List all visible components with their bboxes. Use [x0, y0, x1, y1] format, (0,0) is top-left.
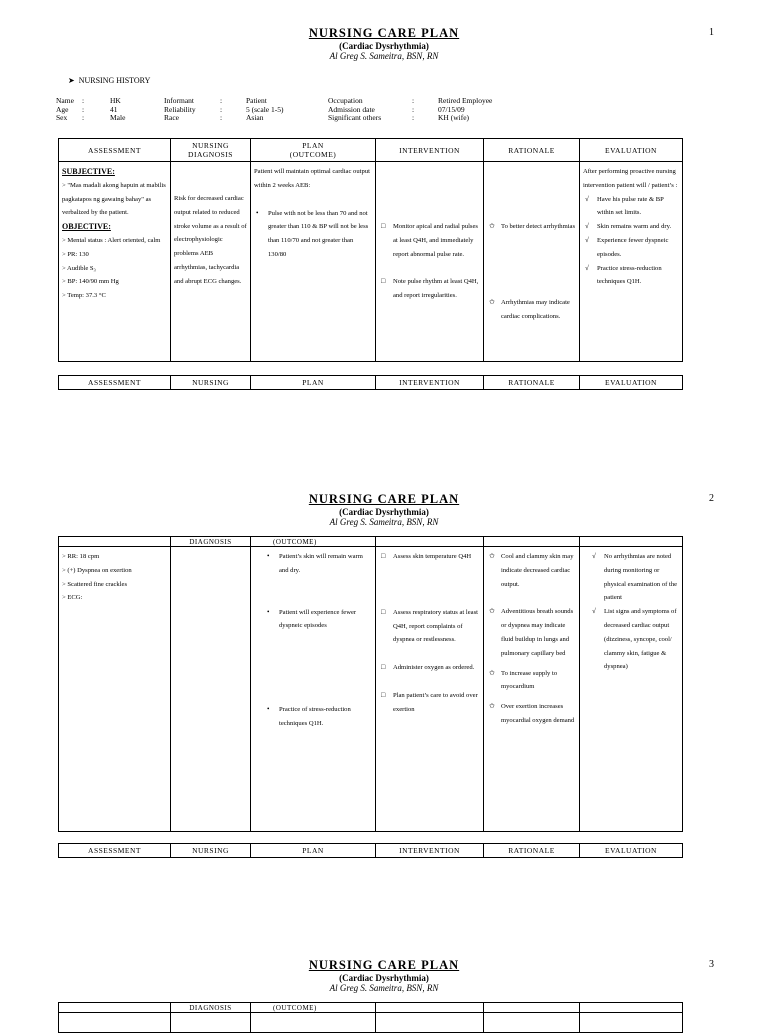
document-author: Al Greg S. Sameitra, BSN, RN [329, 983, 439, 993]
bullet-icon: • [256, 208, 259, 217]
rationale-item: ✩ Over exertion increases myocardial oxygen demand [489, 702, 575, 724]
document-author: Al Greg S. Sameitra, BSN, RN [329, 517, 439, 527]
check-icon: √ [585, 222, 589, 231]
info-label: Age [56, 104, 69, 114]
evaluation-item: √ Have his pulse rate & BP within set limits. [585, 194, 664, 217]
bullet-icon: • [267, 705, 270, 714]
evaluation-item: √ Skin remains warm and dry. [583, 220, 679, 234]
col-rationale: RATIONALE [484, 844, 580, 858]
assessment-item: > RR: 18 cpm [62, 553, 100, 560]
info-row: Sex : Male Race : Asian Significant others : KH (wife) [56, 113, 470, 123]
checkbox-icon: □ [381, 663, 386, 672]
info-value: Male [110, 113, 126, 123]
page-number: 2 [709, 493, 714, 504]
document-title: NURSING CARE PLAN [308, 492, 460, 506]
plan-item: • Pulse with not be less than 70 and not greater than 110 & BP will not be less than 110/70 and not greater than 130/80 [256, 208, 369, 258]
subjective-heading: SUBJECTIVE: [62, 167, 115, 176]
col-plan: PLAN [251, 844, 376, 858]
checkbox-icon: □ [381, 690, 386, 699]
col-rationale: RATIONALE [484, 376, 580, 390]
page-number: 3 [709, 959, 714, 970]
objective-item: > BP: 140/90 mm Hg [62, 278, 119, 286]
info-label: Admission date [328, 104, 375, 114]
info-label: Sex [56, 113, 68, 123]
objective-heading: OBJECTIVE: [62, 222, 111, 232]
evaluation-item: √ List signs and symptoms of decreased cardiac output (dizziness, syncope, cool/ clammy skin, fatigue & dyspnea) [592, 607, 677, 671]
info-value: 07/15/09 [438, 104, 465, 114]
bullet-icon: • [267, 552, 270, 560]
document-subtitle: (Cardiac Dysrhythmia) [339, 973, 429, 983]
objective-item: > Temp: 37.3 °C [62, 292, 106, 300]
col-nursing-diagnosis: NURSING DIAGNOSIS [171, 139, 251, 162]
checkbox-icon: □ [381, 277, 386, 286]
evaluation-item: √ Practice stress-reduction techniques Q1H. [585, 263, 662, 286]
rationale-item: ✩ Adventitious breath sounds or dyspnea may indicate fluid buildup in lungs and pulmonary capillary bed [489, 607, 574, 657]
col-intervention: INTERVENTION [376, 844, 484, 858]
info-value: HK [110, 96, 121, 105]
rationale-item: ✩ Cool and clammy skin may indicate decreased cardiac output. [489, 552, 574, 588]
col-plan-outcome: PLAN (OUTCOME) [251, 139, 376, 162]
col-evaluation: EVALUATION [580, 844, 683, 858]
table-header-row [59, 1003, 683, 1013]
info-value: 5 (scale 1-5) [246, 104, 284, 114]
star-icon: ✩ [489, 668, 495, 677]
rationale-item: ✩ To increase supply to myocardium [489, 668, 558, 691]
intervention-item: □ Administer oxygen as ordered. [379, 661, 480, 675]
intervention-item: □ Monitor apical and radial pulses at least Q4H, and immediately report abnormal pulse rate. [381, 222, 478, 258]
info-value: Retired Employee [438, 96, 493, 105]
col-diagnosis: DIAGNOSIS [171, 1003, 251, 1013]
diagnosis-text: Risk for decreased cardiac output related to reduced stroke volume as a result of electrophysiologic problems AEB arrhythmias, tachycardia and abrupt ECG changes. [174, 195, 247, 285]
table-row [59, 1013, 683, 1033]
col-assessment: ASSESSMENT [59, 376, 171, 390]
info-label: Name [56, 96, 74, 105]
check-icon: √ [592, 607, 596, 616]
assessment-item: > ECG: [62, 594, 83, 602]
care-plan-table-continued [58, 1002, 683, 1033]
evaluation-item: √ Experience fewer dyspneic episodes. [585, 235, 669, 258]
col-evaluation: EVALUATION [580, 376, 683, 390]
rationale-item: ✩ To better detect arrhythmias [487, 220, 576, 234]
intervention-item: □ Plan patient’s care to avoid over exertion [381, 690, 478, 713]
document-author: Al Greg S. Sameitra, BSN, RN [329, 51, 439, 61]
col-rationale: RATIONALE [484, 139, 580, 162]
objective-item: > Audible S₃ [62, 264, 96, 272]
plan-intro: Patient will maintain optimal cardiac output within 2 weeks AEB: [254, 168, 370, 189]
check-icon: √ [585, 263, 589, 272]
info-value: Patient [246, 96, 267, 105]
subjective-text: > "Mas madali akong hapuin at mabilis pagkatapos ng gawaing bahay" as verbalized by the patient. [62, 181, 166, 217]
info-label: Race [164, 113, 179, 123]
info-value: KH (wife) [438, 113, 470, 123]
document-subtitle: (Cardiac Dysrhythmia) [339, 507, 429, 517]
document-header [0, 958, 768, 993]
rationale-item: ✩ Arrhythmias may indicate cardiac complications. [489, 297, 570, 320]
star-icon: ✩ [489, 702, 495, 711]
plan-item: • Patient will experience fewer dyspneic episodes [267, 607, 357, 630]
info-label: Informant [164, 96, 194, 105]
objective-item: > PR: 130 [62, 250, 89, 258]
info-row: Age : 41 Reliability : 5 (scale 1-5) Admission date : 07/15/09 [56, 104, 465, 114]
col-nursing: NURSING [171, 376, 251, 390]
star-icon: ✩ [489, 607, 495, 616]
col-blank [59, 1003, 171, 1013]
col-outcome: (OUTCOME) [251, 537, 376, 547]
page-number: 1 [709, 27, 714, 38]
col-plan: PLAN [251, 376, 376, 390]
check-icon: √ [592, 552, 596, 560]
info-label: Occupation [328, 96, 363, 105]
star-icon: ✩ [489, 297, 495, 306]
col-nursing: NURSING [171, 844, 251, 858]
star-icon: ✩ [489, 552, 495, 560]
star-icon: ✩ [489, 222, 495, 230]
col-evaluation: EVALUATION [580, 139, 683, 162]
intervention-item: □ Assess skin temperature Q4H [379, 550, 480, 564]
info-value: Asian [246, 113, 264, 123]
check-icon: √ [585, 235, 589, 244]
assessment-item: > Scattered fine crackles [62, 580, 128, 588]
info-label: Reliability [164, 104, 196, 114]
checkbox-icon: □ [381, 222, 386, 230]
intervention-item: □ Assess respiratory status at least Q4H, report complaints of dyspnea or restlessness. [381, 607, 478, 644]
col-intervention: INTERVENTION [376, 376, 484, 390]
checkbox-icon: □ [381, 607, 386, 616]
document-title: NURSING CARE PLAN [308, 26, 460, 40]
evaluation-item: √ No arrhythmias are noted during monitoring or physical examination of the patient [592, 552, 678, 602]
assessment-item: > (+) Dyspnea on exertion [62, 566, 132, 574]
objective-item: > Mental status : Alert oriented, calm [62, 236, 161, 244]
info-label: Significant others [328, 113, 382, 123]
document-subtitle: (Cardiac Dysrhythmia) [339, 41, 429, 51]
plan-item: • Patient’s skin will remain warm and dry. [267, 552, 363, 574]
col-outcome: (OUTCOME) [251, 1003, 376, 1013]
section-label: NURSING HISTORY [78, 76, 151, 85]
checkbox-icon: □ [381, 552, 386, 560]
plan-item: • Practice of stress-reduction techniques Q1H. [267, 705, 351, 727]
document-title: NURSING CARE PLAN [308, 958, 460, 972]
col-assessment: ASSESSMENT [59, 844, 171, 858]
bullet-icon: • [267, 607, 270, 616]
evaluation-intro: After performing proactive nursing intervention patient will / patient’s : [583, 168, 678, 189]
intervention-item: □ Note pulse rhythm at least Q4H, and report irregularities. [381, 277, 479, 300]
col-assessment: ASSESSMENT [59, 139, 171, 162]
arrow-icon: ➤ [68, 76, 75, 85]
info-row: Name : HK Informant : Patient Occupation : Retired Employee [56, 96, 493, 105]
check-icon: √ [585, 194, 589, 203]
col-diagnosis: DIAGNOSIS [171, 537, 251, 547]
col-intervention: INTERVENTION [376, 139, 484, 162]
info-value: 41 [110, 104, 118, 114]
